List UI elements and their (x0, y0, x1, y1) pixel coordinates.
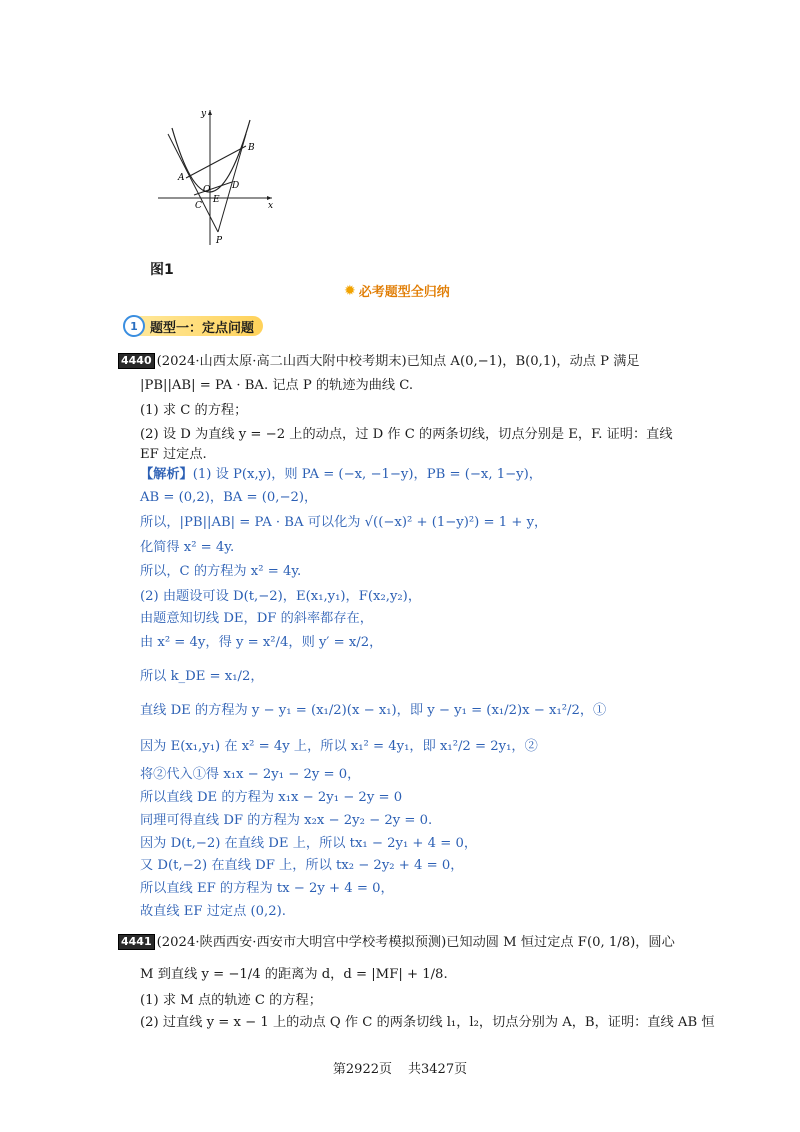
problem-4440-line-3: (1) 求 C 的方程； (140, 403, 248, 418)
solution-line-18: 故直线 EF 过定点 (0,2). (140, 904, 286, 919)
problem-4440-line-4: (2) 设 D 为直线 y = −2 上的动点，过 D 作 C 的两条切线，切点分别是 E，F. 证明：直线 (140, 427, 673, 442)
solution-line-6: (2) 由题设可设 D(t,−2)，E(x₁,y₁)，F(x₂,y₂)， (140, 589, 422, 604)
solution-line-17: 所以直线 EF 的方程为 tx − 2y + 4 = 0， (140, 881, 394, 896)
solution-line-2: AB = (0,2)，BA = (0,−2)， (140, 490, 318, 505)
solution-line-4: 化简得 x² = 4y. (140, 540, 235, 555)
figure-caption: 图1 (150, 262, 174, 278)
problem-4441-line-1: 4441 (2024·陕西西安·西安市大明宫中学校考模拟预测)已知动圆 M 恒过定点 F(0, 1/8)，圆心 (118, 934, 675, 952)
parabola-figure (150, 100, 280, 250)
solution-line-14: 同理可得直线 DF 的方程为 x₂x − 2y₂ − 2y = 0. (140, 813, 433, 828)
section-heading-text: 必考题型全归纳 (358, 285, 450, 300)
solution-line-11: 因为 E(x₁,y₁) 在 x² = 4y 上，所以 x₁² = 4y₁，即 x₁²/2 = 2y₁，② (140, 739, 538, 754)
analysis-label: 【解析】 (140, 467, 193, 482)
label-a: A (178, 173, 185, 183)
label-b: B (248, 143, 255, 153)
type-title: 题型一：定点问题 (150, 320, 255, 336)
problem-4441-line-3: (1) 求 M 点的轨迹 C 的方程； (140, 993, 322, 1008)
solution-line-1: 【解析】(1) 设 P(x,y)，则 PA = (−x, −1−y)，PB = (−x, 1−y)， (140, 467, 542, 482)
chord-ab (186, 146, 246, 178)
label-c: C (195, 201, 202, 211)
label-e: E (213, 195, 220, 205)
solution-line-12: 将②代入①得 x₁x − 2y₁ − 2y = 0， (140, 767, 361, 782)
page-footer (0, 1058, 800, 1077)
solution-line-15: 因为 D(t,−2) 在直线 DE 上，所以 tx₁ − 2y₁ + 4 = 0， (140, 836, 478, 851)
label-o: O (203, 185, 211, 195)
x-axis-arrow (267, 196, 272, 200)
type-number-badge: 1 (123, 315, 145, 337)
type-bar (123, 313, 263, 339)
solution-line-16: 又 D(t,−2) 在直线 DF 上，所以 tx₂ − 2y₂ + 4 = 0， (140, 858, 464, 873)
label-p: P (216, 236, 223, 246)
solution-line-13: 所以直线 DE 的方程为 x₁x − 2y₁ − 2y = 0 (140, 790, 403, 805)
solution-line-7: 由题意知切线 DE，DF 的斜率都存在， (140, 611, 373, 626)
problem-number-badge: 4441 (118, 934, 155, 950)
solution-line-10: 直线 DE 的方程为 y − y₁ = (x₁/2)(x − x₁)，即 y − y₁ = (x₁/2)x − x₁²/2，① (140, 703, 607, 718)
solution-line-3: 所以，|PB||AB| = PA · BA 可以化为 √((−x)² + (1−y)²) = 1 + y， (140, 515, 548, 530)
label-d: D (232, 181, 240, 191)
y-axis-arrow (208, 110, 212, 115)
problem-4440-line-2: |PB||AB| = PA · BA. 记点 P 的轨迹为曲线 C. (140, 378, 414, 393)
section-heading (344, 281, 450, 300)
solution-line-5: 所以，C 的方程为 x² = 4y. (140, 564, 302, 579)
problem-4441-line-2: M 到直线 y = −1/4 的距离为 d，d = |MF| + 1/8. (140, 967, 448, 982)
page-number: 第2922页 (332, 1062, 392, 1077)
problem-4441-line-4: (2) 过直线 y = x − 1 上的动点 Q 作 C 的两条切线 l₁，l₂，切点分别为 A，B，证明：直线 AB 恒 (140, 1015, 715, 1030)
label-y: y (201, 109, 207, 119)
label-x: x (268, 201, 274, 211)
problem-number-badge: 4440 (118, 353, 155, 369)
lightbulb-icon: ✹ (344, 282, 356, 299)
problem-4440-line-1: 4440 (2024·山西太原·高二山西大附中校考期末)已知点 A(0,−1)，B(0,1)，动点 P 满足 (118, 353, 640, 371)
page-total: 共3427页 (408, 1062, 468, 1077)
problem-4440-line-5: EF 过定点. (140, 447, 207, 462)
solution-line-8: 由 x² = 4y，得 y = x²/4，则 y′ = x/2， (140, 635, 383, 650)
solution-line-9: 所以 k_DE = x₁/2， (140, 669, 264, 684)
